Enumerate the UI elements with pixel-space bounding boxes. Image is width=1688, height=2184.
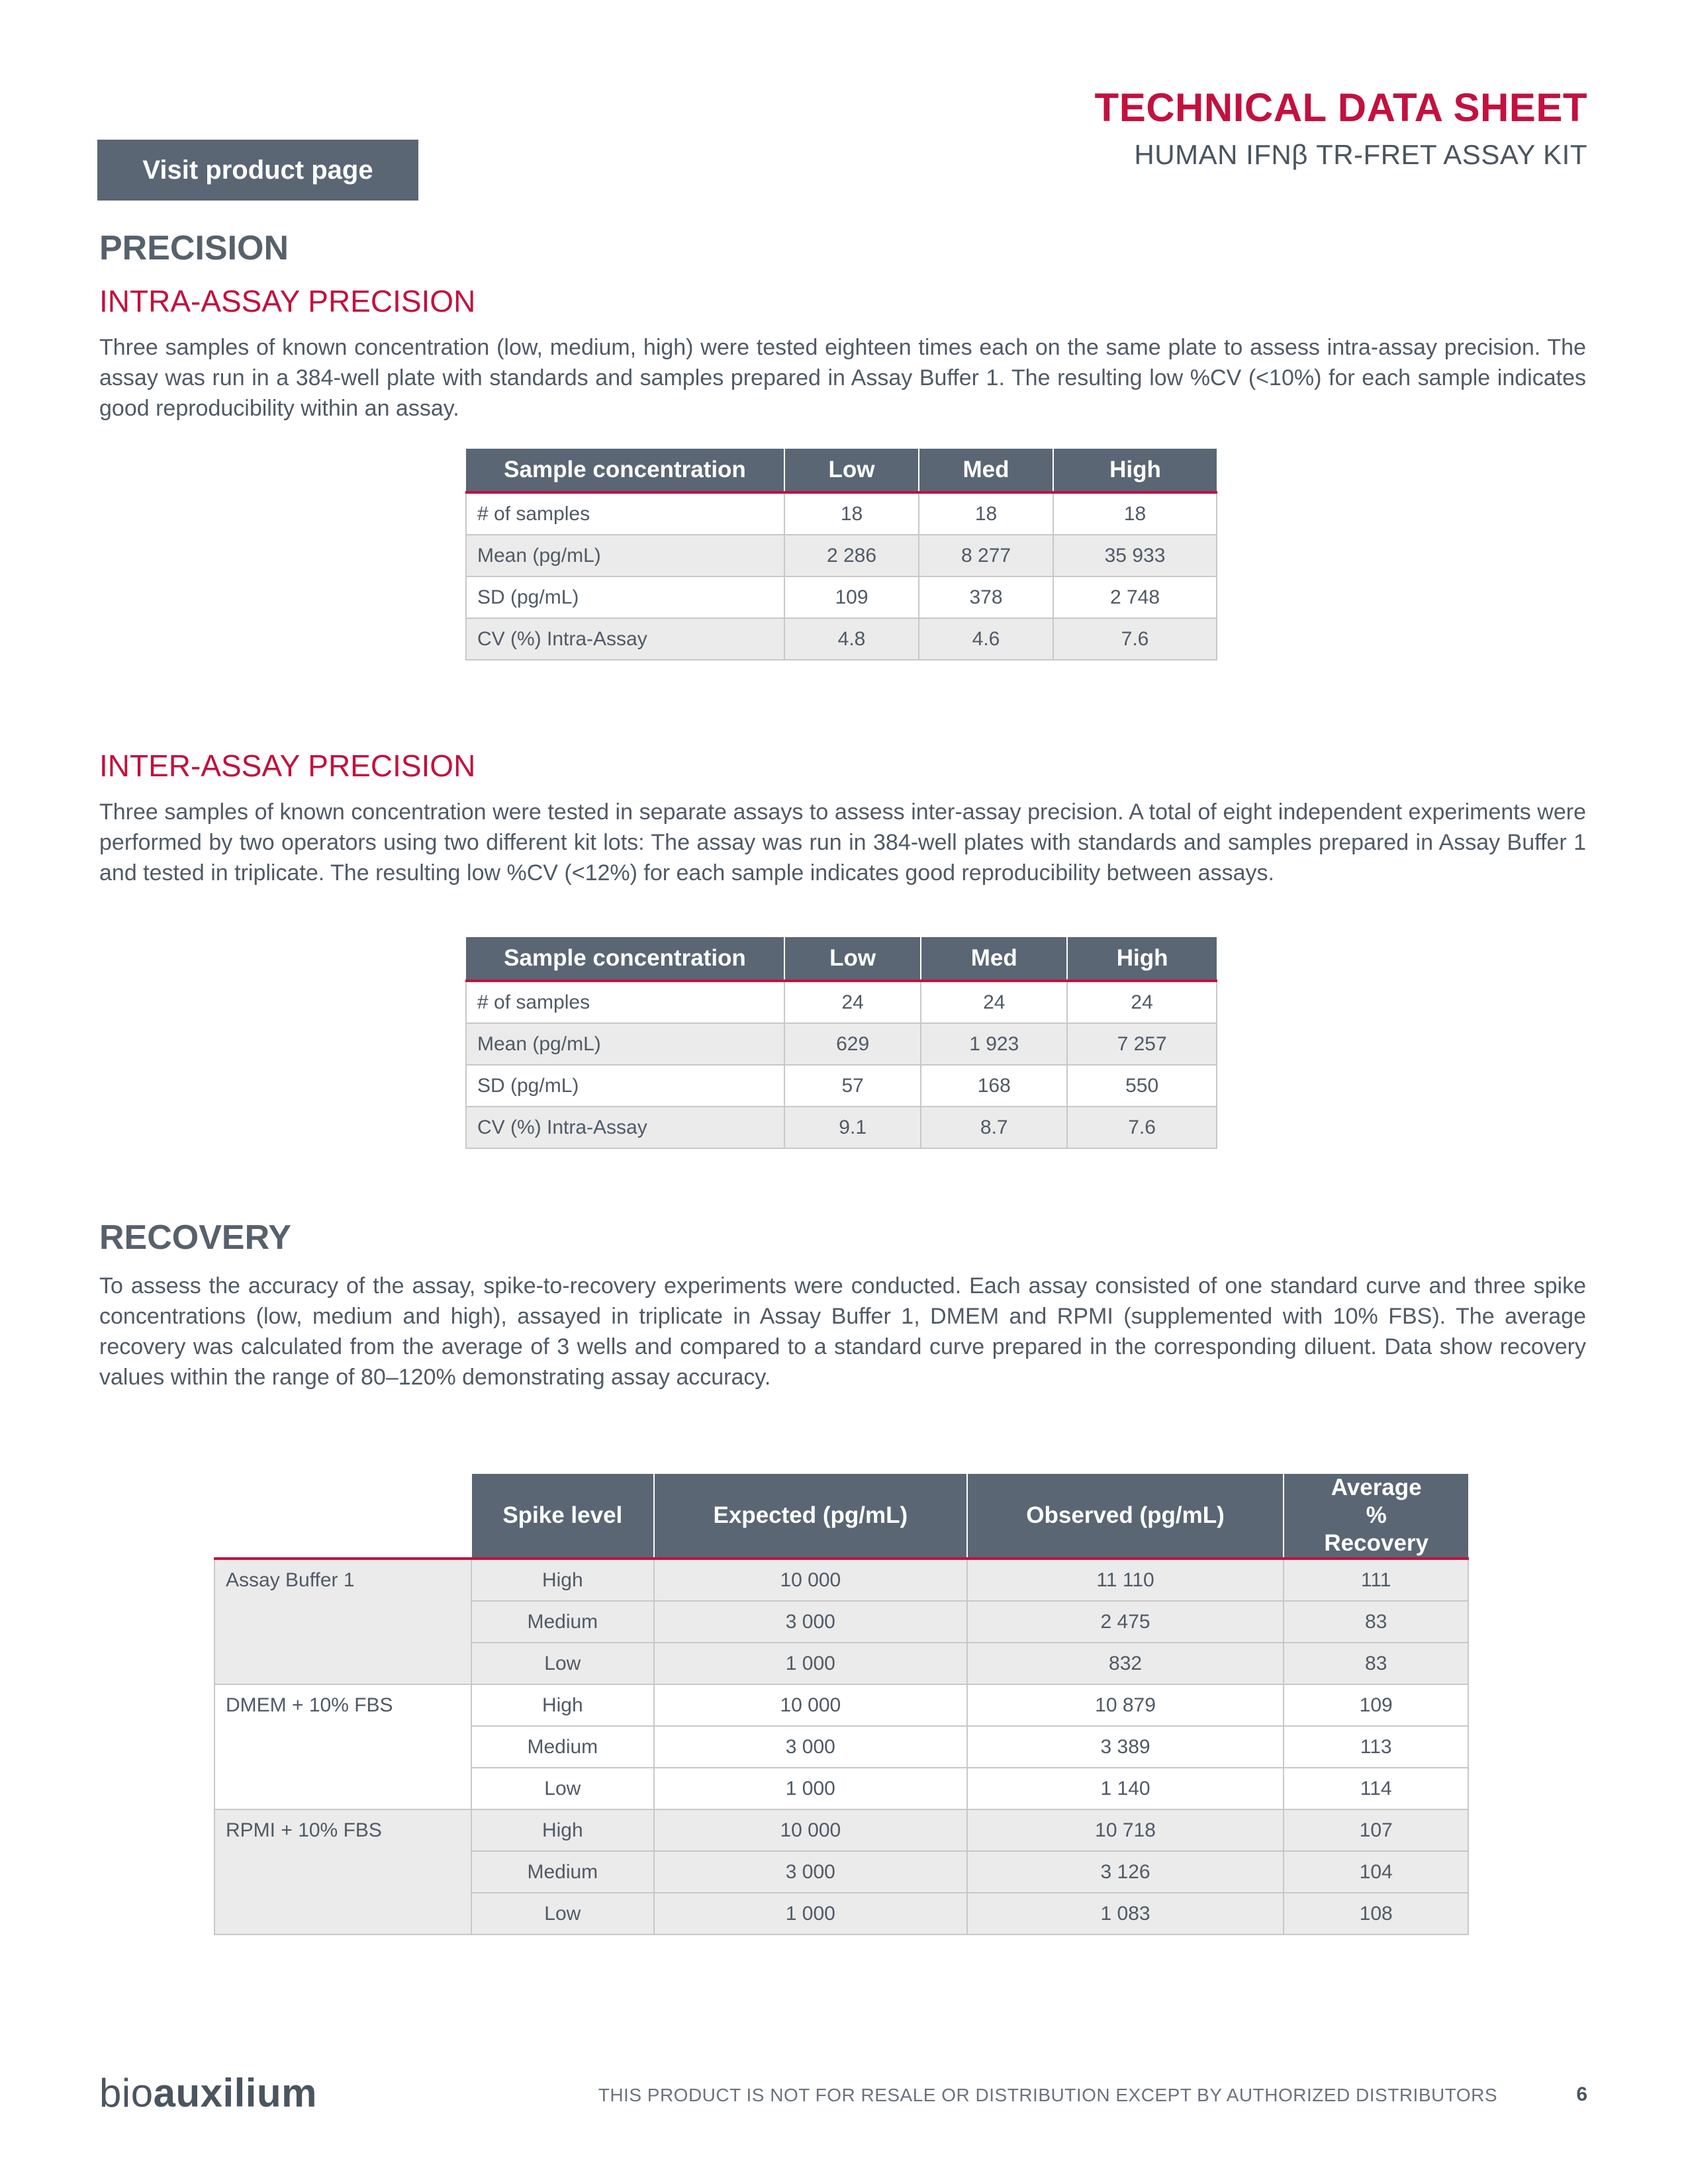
table-cell: 8 277 xyxy=(919,535,1053,576)
table-cell: 24 xyxy=(1067,981,1217,1023)
table-cell: 9.1 xyxy=(784,1107,921,1148)
empty-header-cell xyxy=(214,1474,471,1559)
table-cell: 18 xyxy=(784,492,919,535)
table-cell: 550 xyxy=(1067,1065,1217,1107)
row-label: Mean (pg/mL) xyxy=(466,1023,784,1065)
table-row xyxy=(466,576,1217,618)
table-cell: 2 748 xyxy=(1053,576,1217,618)
table-row xyxy=(466,981,1217,1023)
table-cell: High xyxy=(471,1559,654,1601)
table-cell: 4.6 xyxy=(919,618,1053,660)
table-cell: 8.7 xyxy=(921,1107,1067,1148)
group-label: RPMI + 10% FBS xyxy=(214,1809,471,1934)
table-cell: 3 389 xyxy=(967,1726,1284,1768)
table-cell: Low xyxy=(471,1768,654,1809)
table-cell: 108 xyxy=(1284,1893,1468,1934)
intra-assay-table xyxy=(465,449,1217,660)
row-label: CV (%) Intra-Assay xyxy=(466,618,784,660)
recovery-description: To assess the accuracy of the assay, spike-to-recovery experiments were conducted. Each assay consisted of one standard curve and three spike concentrations (low, medium and high), assayed in triplicate in Assay Buffer 1, DMEM and RPMI (supplemented with 10% FBS). The average recovery was calculated from the average of 3 wells and compared to a standard curve prepared in the corresponding diluent. Data show recovery values within the range of 80–120% demonstrating assay accuracy. xyxy=(99,1273,1586,1390)
table-cell: 11 110 xyxy=(967,1559,1284,1601)
row-label: # of samples xyxy=(466,492,784,535)
table-cell: Low xyxy=(471,1643,654,1684)
logo-bold: auxilium xyxy=(153,2071,317,2115)
row-label: # of samples xyxy=(466,981,784,1023)
inter-assay-table xyxy=(465,937,1217,1149)
table-cell: 24 xyxy=(921,981,1067,1023)
column-header: Spike level xyxy=(471,1474,654,1559)
table-cell: Medium xyxy=(471,1601,654,1643)
column-header: Average % Recovery xyxy=(1284,1474,1468,1559)
table-cell: 10 000 xyxy=(654,1809,967,1851)
table-cell: Medium xyxy=(471,1851,654,1893)
table-cell: 111 xyxy=(1284,1559,1468,1601)
table-cell: 109 xyxy=(784,576,919,618)
table-cell: 1 140 xyxy=(967,1768,1284,1809)
table-cell: 3 000 xyxy=(654,1726,967,1768)
table-cell: 629 xyxy=(784,1023,921,1065)
row-label: Mean (pg/mL) xyxy=(466,535,784,576)
column-header: High xyxy=(1053,449,1217,492)
table-cell: 832 xyxy=(967,1643,1284,1684)
table-cell: 83 xyxy=(1284,1601,1468,1643)
table-row xyxy=(214,1684,1468,1726)
table-cell: 2 286 xyxy=(784,535,919,576)
column-header: Med xyxy=(919,449,1053,492)
table-cell: 18 xyxy=(919,492,1053,535)
table-cell: 4.8 xyxy=(784,618,919,660)
table-cell: High xyxy=(471,1809,654,1851)
column-header: Low xyxy=(784,449,919,492)
inter-assay-description: Three samples of known concentration were tested in separate assays to assess inter-assay precision. A total of eight independent experiments were performed by two operators using two different kit lots: The assay was run in 384-well plates with standards and samples prepared in Assay Buffer 1 and tested in triplicate. The resulting low %CV (<12%) for each sample indicates good reproducibility between assays. xyxy=(99,799,1586,886)
table-cell: 1 000 xyxy=(654,1643,967,1684)
column-header: Expected (pg/mL) xyxy=(654,1474,967,1559)
intra-assay-description: Three samples of known concentration (low, medium, high) were tested eighteen times each on the same plate to assess intra-assay precision. The assay was run in a 384-well plate with standards and samples prepared in Assay Buffer 1. The resulting low %CV (<10%) for each sample indicates good reproducibility within an assay. xyxy=(99,335,1586,421)
table-cell: 18 xyxy=(1053,492,1217,535)
table-cell: 1 923 xyxy=(921,1023,1067,1065)
table-cell: 109 xyxy=(1284,1684,1468,1726)
table-cell: 3 126 xyxy=(967,1851,1284,1893)
table-row xyxy=(214,1559,1468,1601)
table-cell: Low xyxy=(471,1893,654,1934)
logo-prefix: bio xyxy=(99,2071,154,2115)
page-number: 6 xyxy=(1576,2083,1587,2105)
table-header-row xyxy=(214,1474,1468,1559)
table-cell: 10 000 xyxy=(654,1684,967,1726)
table-cell: 10 718 xyxy=(967,1809,1284,1851)
row-label: SD (pg/mL) xyxy=(466,576,784,618)
table-header-row xyxy=(466,449,1217,492)
group-label: Assay Buffer 1 xyxy=(214,1559,471,1684)
table-cell: 10 000 xyxy=(654,1559,967,1601)
table-header-row xyxy=(466,937,1217,981)
table-cell: 107 xyxy=(1284,1809,1468,1851)
column-header: Sample concentration xyxy=(466,449,784,492)
table-cell: 3 000 xyxy=(654,1601,967,1643)
document-subtitle: HUMAN IFNβ TR-FRET ASSAY KIT xyxy=(1134,139,1587,170)
table-cell: 35 933 xyxy=(1053,535,1217,576)
table-cell: 83 xyxy=(1284,1643,1468,1684)
table-cell: 57 xyxy=(784,1065,921,1107)
visit-product-page-button[interactable]: Visit product page xyxy=(97,140,418,201)
table-cell: 10 879 xyxy=(967,1684,1284,1726)
table-cell: 7.6 xyxy=(1053,618,1217,660)
table-row xyxy=(466,1065,1217,1107)
table-cell: 2 475 xyxy=(967,1601,1284,1643)
table-row xyxy=(466,535,1217,576)
recovery-heading: RECOVERY xyxy=(99,1218,291,1257)
row-label: SD (pg/mL) xyxy=(466,1065,784,1107)
table-cell: 1 083 xyxy=(967,1893,1284,1934)
table-cell: 114 xyxy=(1284,1768,1468,1809)
table-cell: 24 xyxy=(784,981,921,1023)
row-label: CV (%) Intra-Assay xyxy=(466,1107,784,1148)
column-header: Med xyxy=(921,937,1067,981)
table-cell: 3 000 xyxy=(654,1851,967,1893)
table-row xyxy=(466,1107,1217,1148)
column-header: Observed (pg/mL) xyxy=(967,1474,1284,1559)
table-cell: 1 000 xyxy=(654,1768,967,1809)
table-cell: 7.6 xyxy=(1067,1107,1217,1148)
intra-assay-heading: INTRA-ASSAY PRECISION xyxy=(99,284,476,318)
column-header: Sample concentration xyxy=(466,937,784,981)
bioauxilium-logo xyxy=(99,2070,317,2116)
distribution-notice: THIS PRODUCT IS NOT FOR RESALE OR DISTRIBUTION EXCEPT BY AUTHORIZED DISTRIBUTORS xyxy=(598,2085,1497,2105)
table-row xyxy=(214,1809,1468,1851)
inter-assay-heading: INTER-ASSAY PRECISION xyxy=(99,749,476,783)
column-header: Low xyxy=(784,937,921,981)
table-cell: High xyxy=(471,1684,654,1726)
table-row xyxy=(466,1023,1217,1065)
table-cell: Medium xyxy=(471,1726,654,1768)
document-title: TECHNICAL DATA SHEET xyxy=(1094,85,1587,130)
table-row xyxy=(466,618,1217,660)
table-cell: 168 xyxy=(921,1065,1067,1107)
group-label: DMEM + 10% FBS xyxy=(214,1684,471,1809)
precision-heading: PRECISION xyxy=(99,229,289,267)
table-cell: 378 xyxy=(919,576,1053,618)
table-cell: 7 257 xyxy=(1067,1023,1217,1065)
column-header: High xyxy=(1067,937,1217,981)
table-cell: 113 xyxy=(1284,1726,1468,1768)
recovery-table xyxy=(214,1474,1469,1935)
table-cell: 104 xyxy=(1284,1851,1468,1893)
table-row xyxy=(466,492,1217,535)
table-cell: 1 000 xyxy=(654,1893,967,1934)
